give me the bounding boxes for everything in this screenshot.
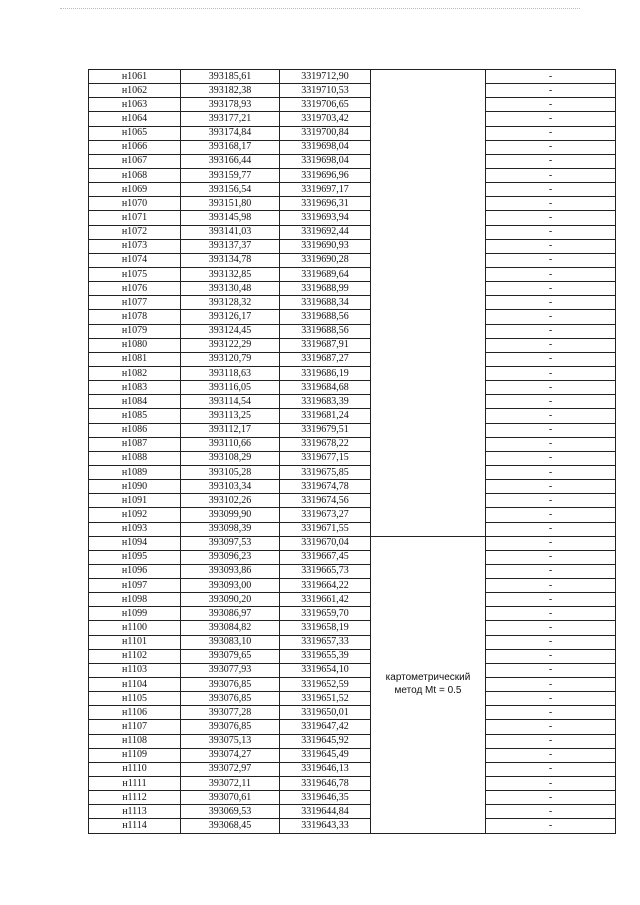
- x-coordinate-cell: 393134,78: [181, 253, 280, 267]
- table-row: [89, 706, 616, 720]
- accuracy-cell: -: [486, 70, 616, 84]
- x-coordinate-cell: 393137,37: [181, 239, 280, 253]
- x-coordinate-cell: 393124,45: [181, 324, 280, 338]
- point-name-cell: н1086: [89, 423, 181, 437]
- point-name-cell: н1079: [89, 324, 181, 338]
- table-row: [89, 762, 616, 776]
- y-coordinate-cell: 3319657,33: [280, 635, 371, 649]
- accuracy-cell: -: [486, 98, 616, 112]
- table-row: [89, 225, 616, 239]
- y-coordinate-cell: 3319652,59: [280, 678, 371, 692]
- accuracy-cell: -: [486, 791, 616, 805]
- x-coordinate-cell: 393130,48: [181, 282, 280, 296]
- point-name-cell: н1101: [89, 635, 181, 649]
- x-coordinate-cell: 393182,38: [181, 84, 280, 98]
- y-coordinate-cell: 3319678,22: [280, 437, 371, 451]
- point-name-cell: н1065: [89, 126, 181, 140]
- y-coordinate-cell: 3319690,28: [280, 253, 371, 267]
- y-coordinate-cell: 3319647,42: [280, 720, 371, 734]
- table-row: [89, 140, 616, 154]
- point-name-cell: н1092: [89, 508, 181, 522]
- x-coordinate-cell: 393108,29: [181, 451, 280, 465]
- table-row: [89, 381, 616, 395]
- table-row: [89, 84, 616, 98]
- point-name-cell: н1090: [89, 480, 181, 494]
- x-coordinate-cell: 393102,26: [181, 494, 280, 508]
- x-coordinate-cell: 393075,13: [181, 734, 280, 748]
- point-name-cell: н1089: [89, 465, 181, 479]
- table-row: [89, 112, 616, 126]
- accuracy-cell: -: [486, 550, 616, 564]
- y-coordinate-cell: 3319646,13: [280, 762, 371, 776]
- x-coordinate-cell: 393098,39: [181, 522, 280, 536]
- x-coordinate-cell: 393126,17: [181, 310, 280, 324]
- x-coordinate-cell: 393114,54: [181, 395, 280, 409]
- point-name-cell: н1107: [89, 720, 181, 734]
- point-name-cell: н1078: [89, 310, 181, 324]
- table-row: [89, 508, 616, 522]
- point-name-cell: н1061: [89, 70, 181, 84]
- point-name-cell: н1088: [89, 451, 181, 465]
- y-coordinate-cell: 3319688,34: [280, 296, 371, 310]
- x-coordinate-cell: 393116,05: [181, 381, 280, 395]
- point-name-cell: н1066: [89, 140, 181, 154]
- table-row: [89, 621, 616, 635]
- y-coordinate-cell: 3319677,15: [280, 451, 371, 465]
- table-row: [89, 678, 616, 692]
- accuracy-cell: -: [486, 282, 616, 296]
- point-name-cell: н1105: [89, 692, 181, 706]
- point-name-cell: н1098: [89, 593, 181, 607]
- y-coordinate-cell: 3319658,19: [280, 621, 371, 635]
- method-cell-empty: [371, 70, 486, 537]
- accuracy-cell: -: [486, 211, 616, 225]
- point-name-cell: н1083: [89, 381, 181, 395]
- accuracy-cell: -: [486, 678, 616, 692]
- accuracy-cell: -: [486, 579, 616, 593]
- x-coordinate-cell: 393151,80: [181, 197, 280, 211]
- y-coordinate-cell: 3319688,56: [280, 310, 371, 324]
- accuracy-cell: -: [486, 819, 616, 833]
- x-coordinate-cell: 393156,54: [181, 183, 280, 197]
- y-coordinate-cell: 3319690,93: [280, 239, 371, 253]
- y-coordinate-cell: 3319679,51: [280, 423, 371, 437]
- table-row: [89, 253, 616, 267]
- x-coordinate-cell: 393112,17: [181, 423, 280, 437]
- x-coordinate-cell: 393145,98: [181, 211, 280, 225]
- accuracy-cell: -: [486, 197, 616, 211]
- y-coordinate-cell: 3319712,90: [280, 70, 371, 84]
- x-coordinate-cell: 393083,10: [181, 635, 280, 649]
- accuracy-cell: -: [486, 805, 616, 819]
- point-name-cell: н1106: [89, 706, 181, 720]
- accuracy-cell: -: [486, 593, 616, 607]
- y-coordinate-cell: 3319696,96: [280, 168, 371, 182]
- y-coordinate-cell: 3319689,64: [280, 267, 371, 281]
- point-name-cell: н1111: [89, 777, 181, 791]
- point-name-cell: н1064: [89, 112, 181, 126]
- y-coordinate-cell: 3319644,84: [280, 805, 371, 819]
- accuracy-cell: -: [486, 84, 616, 98]
- point-name-cell: н1093: [89, 522, 181, 536]
- x-coordinate-cell: 393096,23: [181, 550, 280, 564]
- point-name-cell: н1096: [89, 564, 181, 578]
- accuracy-cell: -: [486, 508, 616, 522]
- table-row: [89, 550, 616, 564]
- accuracy-cell: -: [486, 480, 616, 494]
- table-row: [89, 70, 616, 84]
- table-row: [89, 197, 616, 211]
- accuracy-cell: -: [486, 423, 616, 437]
- coordinates-table-body: [89, 70, 616, 834]
- table-row: [89, 805, 616, 819]
- y-coordinate-cell: 3319687,91: [280, 338, 371, 352]
- x-coordinate-cell: 393174,84: [181, 126, 280, 140]
- x-coordinate-cell: 393069,53: [181, 805, 280, 819]
- table-row: [89, 423, 616, 437]
- y-coordinate-cell: 3319645,49: [280, 748, 371, 762]
- point-name-cell: н1080: [89, 338, 181, 352]
- point-name-cell: н1082: [89, 366, 181, 380]
- y-coordinate-cell: 3319650,01: [280, 706, 371, 720]
- y-coordinate-cell: 3319675,85: [280, 465, 371, 479]
- table-row: [89, 465, 616, 479]
- y-coordinate-cell: 3319670,04: [280, 536, 371, 550]
- table-row: [89, 635, 616, 649]
- method-line-1: картометрический: [385, 672, 471, 684]
- point-name-cell: н1095: [89, 550, 181, 564]
- y-coordinate-cell: 3319655,39: [280, 649, 371, 663]
- point-name-cell: н1063: [89, 98, 181, 112]
- point-name-cell: н1084: [89, 395, 181, 409]
- accuracy-cell: -: [486, 494, 616, 508]
- method-cell: [371, 536, 486, 833]
- x-coordinate-cell: 393185,61: [181, 70, 280, 84]
- x-coordinate-cell: 393120,79: [181, 352, 280, 366]
- accuracy-cell: -: [486, 692, 616, 706]
- x-coordinate-cell: 393076,85: [181, 720, 280, 734]
- table-row: [89, 183, 616, 197]
- y-coordinate-cell: 3319697,17: [280, 183, 371, 197]
- table-row: [89, 310, 616, 324]
- accuracy-cell: -: [486, 663, 616, 677]
- y-coordinate-cell: 3319706,65: [280, 98, 371, 112]
- table-row: [89, 98, 616, 112]
- point-name-cell: н1071: [89, 211, 181, 225]
- table-row: [89, 593, 616, 607]
- y-coordinate-cell: 3319688,99: [280, 282, 371, 296]
- accuracy-cell: -: [486, 381, 616, 395]
- coordinates-table: [88, 69, 616, 834]
- point-name-cell: н1110: [89, 762, 181, 776]
- y-coordinate-cell: 3319659,70: [280, 607, 371, 621]
- table-row: [89, 395, 616, 409]
- y-coordinate-cell: 3319688,56: [280, 324, 371, 338]
- x-coordinate-cell: 393074,27: [181, 748, 280, 762]
- accuracy-cell: -: [486, 777, 616, 791]
- accuracy-cell: -: [486, 338, 616, 352]
- accuracy-cell: -: [486, 183, 616, 197]
- table-row: [89, 480, 616, 494]
- point-name-cell: н1075: [89, 267, 181, 281]
- x-coordinate-cell: 393093,00: [181, 579, 280, 593]
- table-row: [89, 692, 616, 706]
- x-coordinate-cell: 393110,66: [181, 437, 280, 451]
- table-row: [89, 791, 616, 805]
- y-coordinate-cell: 3319651,52: [280, 692, 371, 706]
- x-coordinate-cell: 393178,93: [181, 98, 280, 112]
- table-row: [89, 338, 616, 352]
- x-coordinate-cell: 393093,86: [181, 564, 280, 578]
- point-name-cell: н1069: [89, 183, 181, 197]
- point-name-cell: н1074: [89, 253, 181, 267]
- point-name-cell: н1108: [89, 734, 181, 748]
- x-coordinate-cell: 393132,85: [181, 267, 280, 281]
- y-coordinate-cell: 3319667,45: [280, 550, 371, 564]
- point-name-cell: н1102: [89, 649, 181, 663]
- x-coordinate-cell: 393159,77: [181, 168, 280, 182]
- accuracy-cell: -: [486, 522, 616, 536]
- table-row: [89, 649, 616, 663]
- table-row: [89, 564, 616, 578]
- table-row: [89, 748, 616, 762]
- point-name-cell: н1085: [89, 409, 181, 423]
- accuracy-cell: -: [486, 154, 616, 168]
- table-row: [89, 267, 616, 281]
- scan-artifact-line: [60, 8, 580, 9]
- y-coordinate-cell: 3319646,78: [280, 777, 371, 791]
- accuracy-cell: -: [486, 112, 616, 126]
- point-name-cell: н1104: [89, 678, 181, 692]
- point-name-cell: н1114: [89, 819, 181, 833]
- accuracy-cell: -: [486, 706, 616, 720]
- accuracy-cell: -: [486, 564, 616, 578]
- accuracy-cell: -: [486, 126, 616, 140]
- y-coordinate-cell: 3319710,53: [280, 84, 371, 98]
- accuracy-cell: -: [486, 536, 616, 550]
- x-coordinate-cell: 393097,53: [181, 536, 280, 550]
- x-coordinate-cell: 393084,82: [181, 621, 280, 635]
- x-coordinate-cell: 393099,90: [181, 508, 280, 522]
- y-coordinate-cell: 3319698,04: [280, 154, 371, 168]
- accuracy-cell: -: [486, 635, 616, 649]
- point-name-cell: н1094: [89, 536, 181, 550]
- x-coordinate-cell: 393090,20: [181, 593, 280, 607]
- table-row: [89, 437, 616, 451]
- x-coordinate-cell: 393076,85: [181, 678, 280, 692]
- accuracy-cell: -: [486, 451, 616, 465]
- accuracy-cell: -: [486, 310, 616, 324]
- x-coordinate-cell: 393072,11: [181, 777, 280, 791]
- y-coordinate-cell: 3319700,84: [280, 126, 371, 140]
- table-row: [89, 777, 616, 791]
- point-name-cell: н1081: [89, 352, 181, 366]
- y-coordinate-cell: 3319698,04: [280, 140, 371, 154]
- table-row: [89, 819, 616, 833]
- table-row: [89, 522, 616, 536]
- accuracy-cell: -: [486, 395, 616, 409]
- y-coordinate-cell: 3319696,31: [280, 197, 371, 211]
- point-name-cell: н1068: [89, 168, 181, 182]
- accuracy-cell: -: [486, 366, 616, 380]
- table-row: [89, 366, 616, 380]
- x-coordinate-cell: 393141,03: [181, 225, 280, 239]
- table-row: [89, 352, 616, 366]
- x-coordinate-cell: 393076,85: [181, 692, 280, 706]
- x-coordinate-cell: 393113,25: [181, 409, 280, 423]
- y-coordinate-cell: 3319684,68: [280, 381, 371, 395]
- point-name-cell: н1103: [89, 663, 181, 677]
- accuracy-cell: -: [486, 748, 616, 762]
- point-name-cell: н1067: [89, 154, 181, 168]
- table-row: [89, 734, 616, 748]
- table-row: [89, 536, 616, 550]
- table-row: [89, 154, 616, 168]
- table-row: [89, 168, 616, 182]
- y-coordinate-cell: 3319687,27: [280, 352, 371, 366]
- x-coordinate-cell: 393079,65: [181, 649, 280, 663]
- y-coordinate-cell: 3319674,56: [280, 494, 371, 508]
- point-name-cell: н1087: [89, 437, 181, 451]
- point-name-cell: н1091: [89, 494, 181, 508]
- accuracy-cell: -: [486, 621, 616, 635]
- table-row: [89, 663, 616, 677]
- y-coordinate-cell: 3319654,10: [280, 663, 371, 677]
- accuracy-cell: -: [486, 352, 616, 366]
- accuracy-cell: -: [486, 409, 616, 423]
- y-coordinate-cell: 3319643,33: [280, 819, 371, 833]
- x-coordinate-cell: 393068,45: [181, 819, 280, 833]
- accuracy-cell: -: [486, 225, 616, 239]
- accuracy-cell: -: [486, 140, 616, 154]
- x-coordinate-cell: 393077,93: [181, 663, 280, 677]
- x-coordinate-cell: 393105,28: [181, 465, 280, 479]
- y-coordinate-cell: 3319645,92: [280, 734, 371, 748]
- y-coordinate-cell: 3319646,35: [280, 791, 371, 805]
- accuracy-cell: -: [486, 465, 616, 479]
- accuracy-cell: -: [486, 734, 616, 748]
- y-coordinate-cell: 3319673,27: [280, 508, 371, 522]
- table-row: [89, 282, 616, 296]
- x-coordinate-cell: 393070,61: [181, 791, 280, 805]
- y-coordinate-cell: 3319686,19: [280, 366, 371, 380]
- point-name-cell: н1077: [89, 296, 181, 310]
- point-name-cell: н1112: [89, 791, 181, 805]
- accuracy-cell: -: [486, 720, 616, 734]
- point-name-cell: н1097: [89, 579, 181, 593]
- x-coordinate-cell: 393122,29: [181, 338, 280, 352]
- accuracy-cell: -: [486, 267, 616, 281]
- accuracy-cell: -: [486, 649, 616, 663]
- x-coordinate-cell: 393118,63: [181, 366, 280, 380]
- accuracy-cell: -: [486, 239, 616, 253]
- y-coordinate-cell: 3319703,42: [280, 112, 371, 126]
- x-coordinate-cell: 393168,17: [181, 140, 280, 154]
- y-coordinate-cell: 3319683,39: [280, 395, 371, 409]
- x-coordinate-cell: 393072,97: [181, 762, 280, 776]
- point-name-cell: н1076: [89, 282, 181, 296]
- point-name-cell: н1099: [89, 607, 181, 621]
- point-name-cell: н1072: [89, 225, 181, 239]
- y-coordinate-cell: 3319692,44: [280, 225, 371, 239]
- y-coordinate-cell: 3319664,22: [280, 579, 371, 593]
- x-coordinate-cell: 393166,44: [181, 154, 280, 168]
- table-row: [89, 239, 616, 253]
- accuracy-cell: -: [486, 607, 616, 621]
- point-name-cell: н1073: [89, 239, 181, 253]
- x-coordinate-cell: 393128,32: [181, 296, 280, 310]
- x-coordinate-cell: 393103,34: [181, 480, 280, 494]
- x-coordinate-cell: 393077,28: [181, 706, 280, 720]
- table-row: [89, 494, 616, 508]
- table-row: [89, 211, 616, 225]
- accuracy-cell: -: [486, 296, 616, 310]
- y-coordinate-cell: 3319693,94: [280, 211, 371, 225]
- x-coordinate-cell: 393177,21: [181, 112, 280, 126]
- table-row: [89, 126, 616, 140]
- table-row: [89, 451, 616, 465]
- point-name-cell: н1109: [89, 748, 181, 762]
- table-row: [89, 409, 616, 423]
- method-line-2: метод Mt = 0.5: [394, 684, 462, 696]
- table-row: [89, 296, 616, 310]
- y-coordinate-cell: 3319681,24: [280, 409, 371, 423]
- point-name-cell: н1113: [89, 805, 181, 819]
- accuracy-cell: -: [486, 437, 616, 451]
- table-row: [89, 607, 616, 621]
- table-row: [89, 324, 616, 338]
- y-coordinate-cell: 3319671,55: [280, 522, 371, 536]
- y-coordinate-cell: 3319661,42: [280, 593, 371, 607]
- point-name-cell: н1100: [89, 621, 181, 635]
- y-coordinate-cell: 3319674,78: [280, 480, 371, 494]
- accuracy-cell: -: [486, 168, 616, 182]
- table-row: [89, 720, 616, 734]
- x-coordinate-cell: 393086,97: [181, 607, 280, 621]
- accuracy-cell: -: [486, 324, 616, 338]
- accuracy-cell: -: [486, 253, 616, 267]
- point-name-cell: н1070: [89, 197, 181, 211]
- y-coordinate-cell: 3319665,73: [280, 564, 371, 578]
- point-name-cell: н1062: [89, 84, 181, 98]
- table-row: [89, 579, 616, 593]
- accuracy-cell: -: [486, 762, 616, 776]
